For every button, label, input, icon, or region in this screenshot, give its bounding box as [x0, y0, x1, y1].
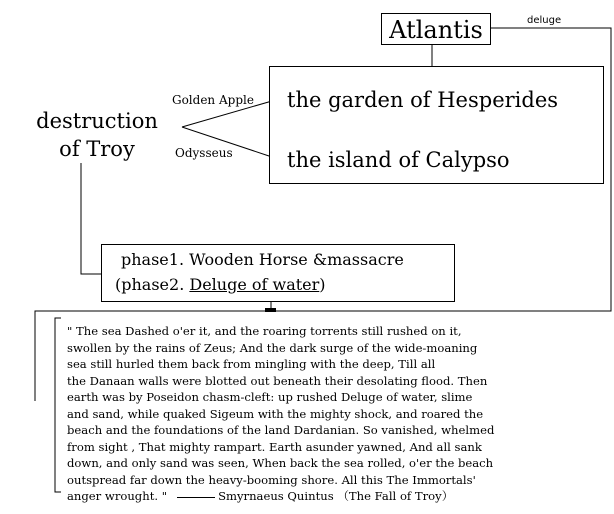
calypso-label: the island of Calypso — [287, 148, 510, 172]
quote-line: swollen by the rains of Zeus; And the dark surge of the wide-moaning — [67, 340, 478, 355]
quote-line: down, and only sand was seen, When back the sea rolled, o'er the beach — [67, 456, 494, 470]
quote-line: outspread far down the heavy-booming shore. All this The Immortals' — [67, 472, 476, 487]
hesperides-label: the garden of Hesperides — [287, 88, 559, 112]
quote-line: " The sea Dashed o'er it, and the roaring torrents still rushed on it, — [67, 324, 462, 338]
phase-2-close: ) — [319, 275, 326, 294]
destruction-of-troy-node — [32, 107, 162, 163]
quote-line: the Danaan walls were blotted out beneath their desolating flood. Then — [67, 373, 488, 388]
deluge-edge-label: deluge — [527, 15, 562, 26]
troy-to-phase-line — [81, 163, 101, 274]
quote-line: sea still hurled them back from mingling with the deep, Till all — [67, 357, 436, 371]
destruction-line-2: of Troy — [59, 137, 135, 161]
quote-bracket — [55, 318, 61, 492]
destruction-line-1: destruction — [36, 109, 158, 133]
phase-2-label — [115, 275, 326, 294]
phase-quote-junction — [265, 308, 276, 312]
quote-block — [67, 323, 607, 505]
phase-2-open: (phase2. — [115, 275, 190, 294]
quote-last-line — [67, 488, 607, 505]
places-node — [269, 66, 604, 184]
phase-1-label: phase1. Wooden Horse &massacre — [121, 250, 404, 269]
phases-node — [101, 244, 455, 302]
phase-2-deluge-text: Deluge of water — [189, 275, 320, 294]
quote-line: and sand, while quaked Sigeum with the mighty shock, and roared the — [67, 406, 484, 421]
atlantis-node — [381, 13, 491, 45]
quote-line: from sight , That mighty rampart. Earth asunder yawned, And all sank — [67, 439, 482, 454]
quote-line: beach and the foundations of the land Dardanian. So vanished, whelmed — [67, 423, 495, 437]
quote-attribution: Smyrnaeus Quintus （The Fall of Troy） — [218, 489, 454, 503]
golden-apple-edge-label: Golden Apple — [172, 93, 254, 107]
odysseus-edge-label: Odysseus — [175, 146, 233, 160]
atlantis-label: Atlantis — [389, 16, 483, 44]
quote-line: earth was by Poseidon chasm-cleft: up rushed Deluge of water, slime — [67, 390, 473, 404]
attribution-dash — [177, 497, 215, 498]
quote-end: anger wrought. " — [67, 489, 168, 503]
